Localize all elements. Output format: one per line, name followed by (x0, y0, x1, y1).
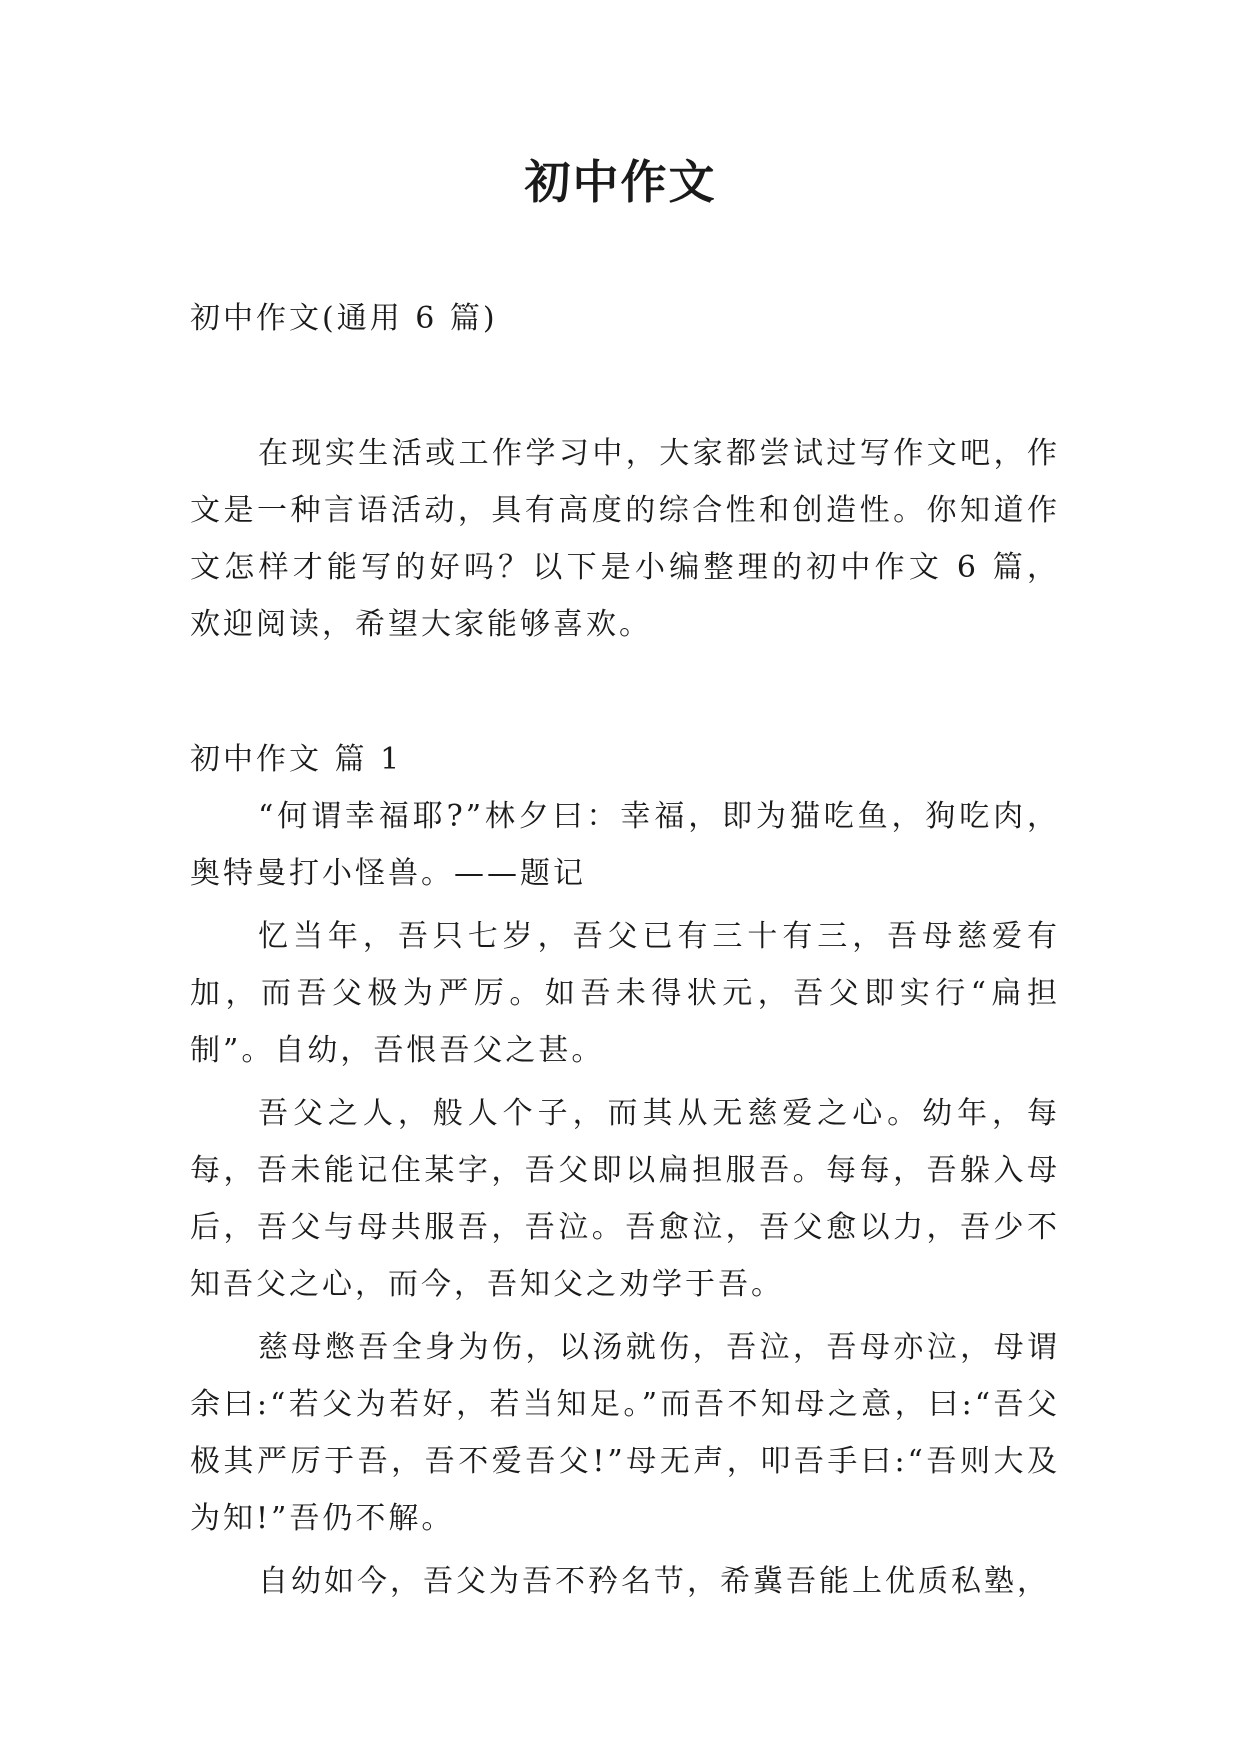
page-title: 初中作文 (524, 155, 717, 209)
body-paragraph: 自幼如今，吾父为吾不矜名节，希冀吾能上优质私塾， (258, 1564, 1050, 1599)
document-body (190, 290, 1060, 1610)
document-subtitle: 初中作文(通用 6 篇) (190, 301, 498, 336)
section-heading: 初中作文 篇 1 (190, 742, 403, 777)
body-paragraph: 忆当年，吾只七岁，吾父已有三十有三，吾母慈爱有加，而吾父极为严厉。如吾未得状元，吾父即实行“扁担制”。自幼，吾恨吾父之甚。 (190, 919, 1060, 1068)
body-paragraph: 吾父之人，般人个子，而其从无慈爱之心。幼年，每每，吾未能记住某字，吾父即以扁担服吾。每每，吾躲入母后，吾父与母共服吾，吾泣。吾愈泣，吾父愈以力，吾少不知吾父之心，而今，吾知父之劝学于吾。 (190, 1096, 1060, 1302)
body-paragraph: 慈母憋吾全身为伤，以汤就伤，吾泣，吾母亦泣，母谓余曰:“若父为若好，若当知足。”而吾不知母之意，曰:“吾父极其严厉于吾，吾不爱吾父!”母无声，叩吾手曰:“吾则大及为知!”吾仍不解。 (190, 1330, 1060, 1536)
intro-paragraph: 在现实生活或工作学习中，大家都尝试过写作文吧，作文是一种言语活动，具有高度的综合性和创造性。你知道作文怎样才能写的好吗？以下是小编整理的初中作文 6 篇，欢迎阅读，希望大家能够喜欢。 (190, 436, 1060, 642)
body-paragraph: “何谓幸福耶?”林夕曰：幸福，即为猫吃鱼，狗吃肉，奥特曼打小怪兽。——题记 (190, 799, 1060, 891)
